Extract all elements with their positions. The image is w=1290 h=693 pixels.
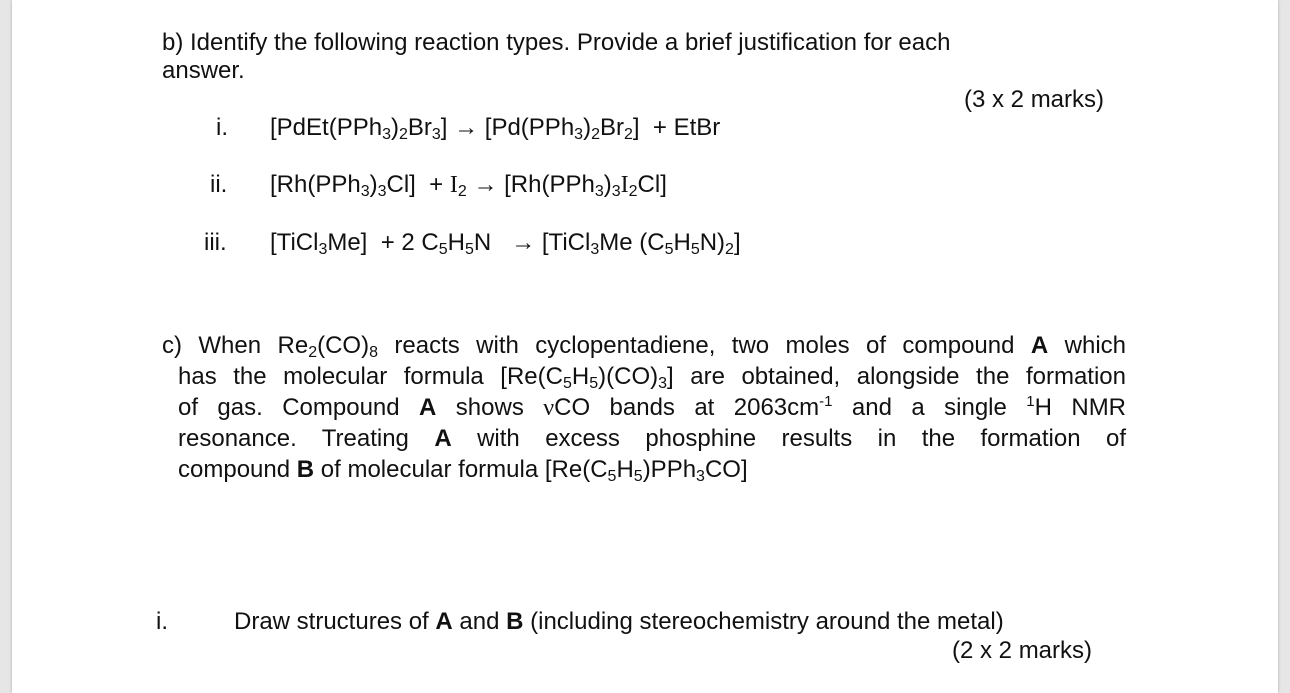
reaction-1-number: i. <box>216 114 228 141</box>
part-c-line-5: compound B of molecular formula $[Re(C_5H_5)PPh_3CO]$ <box>178 456 748 485</box>
part-b-question <box>162 28 950 58</box>
sub-question-text: Draw structures of A and B (including stereochemistry around the metal) <box>234 608 1004 635</box>
document-page <box>12 0 1278 693</box>
part-c-line-2: has the molecular formula $[Re(C_5H_5)(CO)_3]$ are obtained, alongside the formation <box>178 363 1126 392</box>
reaction-2: $[Rh(PPh_3)_3Cl] + I_2 \to [Rh(PPh_3)_3I_2Cl]$ <box>270 171 667 200</box>
reaction-2-number: ii. <box>210 171 228 198</box>
sub-question-number: i. <box>156 608 168 635</box>
part-b-question-cont: answer. <box>162 57 245 84</box>
sub-question-marks: (2 x 2 marks) <box>952 637 1093 664</box>
reaction-1: $[PdEt(PPh_3)_2Br_3] \to [Pd(PPh_3)_2Br_2]$ + EtBr <box>270 114 721 143</box>
part-b-question-text: b) Identify the following reaction types. Provide a brief justification for each <box>162 29 951 56</box>
reaction-3-number: iii. <box>204 229 227 256</box>
reaction-3: [TiCl$_3$Me] + 2 $C_5H_5N$ → [TiCl$_3$Me $(C_5H_5N)_2$] <box>270 229 741 258</box>
part-c-line-4: resonance. Treating A with excess phosphine results in the formation of <box>178 425 1126 452</box>
part-c-line-1: c) When $Re_2(CO)_8$ reacts with cyclopentadiene, two moles of compound A which <box>162 332 1127 361</box>
part-c-line-3: of gas. Compound A shows νCO bands at $2063cm^{-1}$ and a single $^1$H NMR <box>178 393 1127 421</box>
part-b-marks: (3 x 2 marks) <box>964 86 1105 113</box>
part-c-paragraph <box>162 330 1127 490</box>
